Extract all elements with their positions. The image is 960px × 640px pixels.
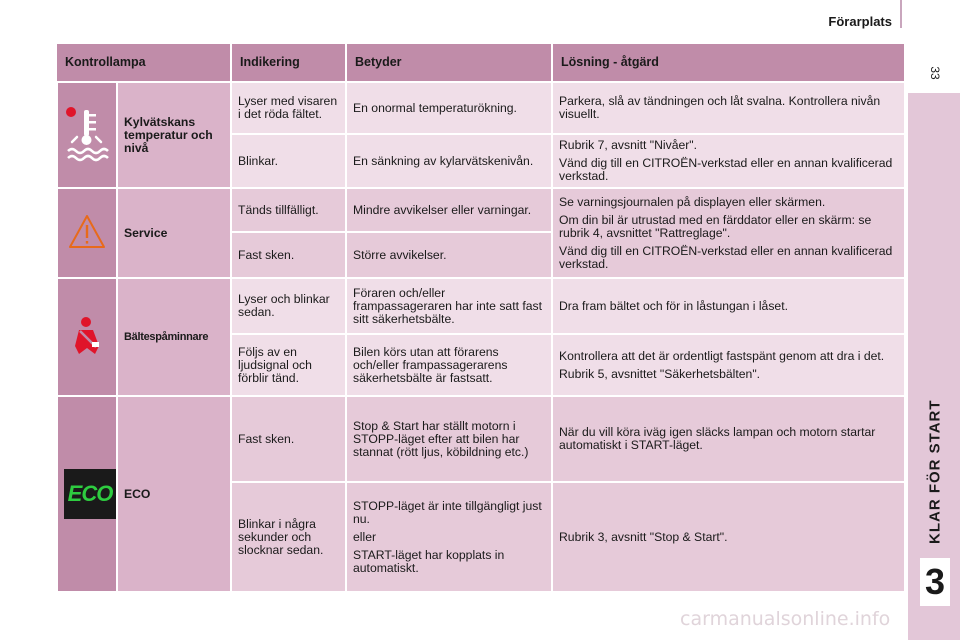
solution-text: När du vill köra iväg igen släcks lampan och motorn startar automatiskt i START-läget. — [559, 425, 876, 452]
indication-cell: Tänds tillfälligt. — [231, 188, 346, 232]
header-rule — [900, 0, 902, 28]
warning-lights-table — [56, 44, 906, 593]
lamp-name-eco: ECO — [117, 396, 231, 592]
indication-cell: Lyser och blinkar sedan. — [231, 278, 346, 334]
solution-cell — [552, 188, 905, 278]
meaning-text: START-läget har kopplats in automatiskt. — [353, 547, 505, 575]
indication-cell: Blinkar. — [231, 134, 346, 188]
table-row — [57, 188, 905, 232]
solution-text: Parkera, slå av tändningen och låt svalna. Kontrollera nivån visuellt. — [559, 94, 881, 121]
meaning-cell: Bilen körs utan att förarens och/eller frampassagerarens säkerhetsbälte är fastsatt. — [346, 334, 552, 396]
indication-cell: Blinkar i några sekunder och slocknar sedan. — [231, 482, 346, 592]
table-row — [57, 82, 905, 134]
solution-text: Om din bil är utrustad med en färddator eller en skärm: se rubrik 4, avsnittet "Rattreglage". — [559, 212, 872, 240]
seatbelt-icon-cell — [57, 278, 117, 396]
table-row — [57, 396, 905, 482]
solution-text: Dra fram bältet och för in låstungan i låset. — [559, 298, 788, 313]
chapter-number: 3 — [920, 558, 950, 606]
lamp-name-seatbelt: Bältespåminnare — [117, 278, 231, 396]
eco-icon-cell — [57, 396, 117, 592]
chapter-title: KLAR FÖR START — [926, 399, 944, 544]
meaning-cell: Föraren och/eller frampassageraren har inte satt fast sitt säkerhetsbälte. — [346, 278, 552, 334]
indication-cell: Lyser med visaren i det röda fältet. — [231, 82, 346, 134]
indication-cell: Följs av en ljudsignal och förblir tänd. — [231, 334, 346, 396]
lamp-name-service: Service — [117, 188, 231, 278]
table-row — [57, 278, 905, 334]
table-header-row — [57, 44, 905, 82]
meaning-cell: En onormal temperaturökning. — [346, 82, 552, 134]
solution-text: Rubrik 5, avsnittet "Säkerhetsbälten". — [559, 366, 761, 381]
solution-text: Rubrik 7, avsnitt "Nivåer". — [559, 138, 698, 152]
coolant-icon-cell — [57, 82, 117, 188]
meaning-text: STOPP-läget är inte tillgängligt just nu. — [353, 498, 542, 526]
solution-text: Vänd dig till en CITROËN-verkstad eller en annan kvalificerad verkstad. — [559, 156, 893, 183]
meaning-cell — [346, 396, 552, 482]
col-header-kontrollampa: Kontrollampa — [57, 44, 231, 82]
solution-text: Se varningsjournalen på displayen eller skärmen. — [559, 194, 826, 209]
solution-cell — [552, 134, 905, 188]
service-icon-cell — [57, 188, 117, 278]
lamp-name-coolant: Kylvätskans temperatur och nivå — [117, 82, 231, 188]
warning-triangle-icon — [67, 213, 107, 251]
solution-text: Rubrik 3, avsnitt "Stop & Start". — [559, 529, 728, 544]
watermark: carmanualsonline.info — [680, 608, 891, 630]
meaning-cell — [346, 482, 552, 592]
meaning-cell: En sänkning av kylarvätskenivån. — [346, 134, 552, 188]
meaning-text: Stop & Start har ställt motorn i STOPP-läget efter att bilen har stannat (rött ljus, köbildning etc.) — [353, 418, 529, 459]
solution-cell — [552, 278, 905, 334]
eco-icon: ECO — [64, 469, 116, 519]
solution-cell — [552, 334, 905, 396]
meaning-cell: Större avvikelser. — [346, 232, 552, 278]
section-title: Förarplats — [828, 14, 892, 29]
solution-cell — [552, 82, 905, 134]
meaning-text: eller — [353, 529, 377, 544]
col-header-betyder: Betyder — [346, 44, 552, 82]
seatbelt-icon — [69, 316, 105, 356]
indication-cell: Fast sken. — [231, 396, 346, 482]
solution-text: Kontrollera att det är ordentligt fastspänt genom att dra i det. — [559, 348, 885, 363]
meaning-cell: Mindre avvikelser eller varningar. — [346, 188, 552, 232]
solution-cell — [552, 396, 905, 482]
solution-cell — [552, 482, 905, 592]
indication-cell: Fast sken. — [231, 232, 346, 278]
coolant-temperature-icon — [64, 104, 110, 164]
col-header-indikering: Indikering — [231, 44, 346, 82]
page-number: 33 — [928, 66, 942, 80]
solution-text: Vänd dig till en CITROËN-verkstad eller en annan kvalificerad verkstad. — [559, 243, 893, 271]
col-header-losning: Lösning - åtgärd — [552, 44, 905, 82]
